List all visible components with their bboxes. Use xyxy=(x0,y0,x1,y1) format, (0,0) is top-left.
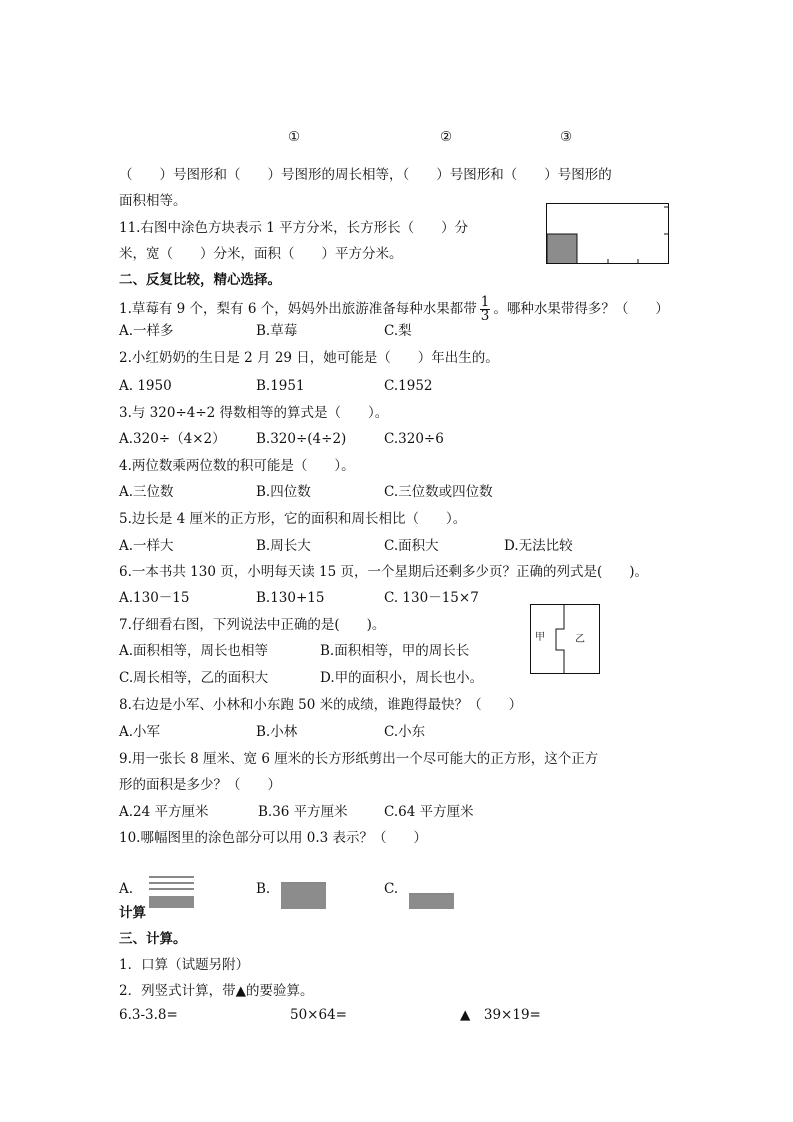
q11-line-1: 11.右图中涂色方块表示 1 平方分米，长方形长（ ）分 xyxy=(119,220,469,236)
q1-stem xyxy=(119,296,669,323)
q3-option-a: A.320÷（4×2） xyxy=(119,431,226,447)
q10-option-a: A. xyxy=(119,881,134,897)
q6-option-b: B.130+15 xyxy=(256,590,325,606)
q4-option-a: A.三位数 xyxy=(119,484,174,500)
fill-line-2: 面积相等。 xyxy=(119,193,187,209)
q9-option-a: A.24 平方厘米 xyxy=(119,804,209,820)
q1-fraction-num: 1 xyxy=(480,294,490,310)
section-3-title: 三、计算。 xyxy=(119,931,187,947)
q5-option-b: B.周长大 xyxy=(256,538,311,554)
fill-line-1: （ ）号图形和（ ）号图形的周长相等，（ ）号图形和（ ）号图形的 xyxy=(119,167,612,183)
q11-grid-figure xyxy=(546,203,670,265)
exercise-3: ▲ 39×19= xyxy=(460,1007,541,1023)
q1-fraction-den: 3 xyxy=(480,308,490,324)
q10-figure-a xyxy=(149,876,195,910)
calc-item-1: 1．口算（试题另附） xyxy=(119,957,250,973)
q8-option-a: A.小军 xyxy=(119,724,161,740)
q7-stem: 7.仔细看右图，下列说法中正确的是( )。 xyxy=(119,617,386,633)
exercise-1: 6.3-3.8= xyxy=(119,1007,178,1023)
q1-stem-before: 1.草莓有 9 个，梨有 6 个，妈妈外出旅游准备每种水果都带 xyxy=(119,301,477,317)
calc-item-2: 2．列竖式计算，带▲的要验算。 xyxy=(119,983,314,999)
q4-option-c: C.三位数或四位数 xyxy=(384,484,493,500)
figure-label-1: ① xyxy=(288,129,301,145)
q9-option-b: B.36 平方厘米 xyxy=(258,804,348,820)
q1-option-c: C.梨 xyxy=(384,323,412,339)
q6-option-c: C. 130－15×7 xyxy=(384,590,479,606)
q3-stem: 3.与 320÷4÷2 得数相等的算式是（ ）。 xyxy=(119,405,389,421)
q5-option-a: A.一样大 xyxy=(119,538,174,554)
q2-option-a: A. 1950 xyxy=(119,378,172,394)
q4-stem: 4.两位数乘两位数的积可能是（ ）。 xyxy=(119,458,355,474)
q9-stem-line-2: 形的面积是多少？（ ） xyxy=(119,777,281,793)
q3-option-b: B.320÷(4÷2) xyxy=(256,431,347,447)
q1-stem-after: 。哪种水果带得多？（ ） xyxy=(493,301,669,317)
q7-option-c: C.周长相等，乙的面积大 xyxy=(119,670,269,686)
q10-stem: 10.哪幅图里的涂色部分可以用 0.3 表示？（ ） xyxy=(119,830,428,846)
figure-label-3: ③ xyxy=(560,129,573,145)
q8-option-c: C.小东 xyxy=(384,724,426,740)
q1-fraction xyxy=(480,296,491,323)
q9-stem-line-1: 9.用一张长 8 厘米、宽 6 厘米的长方形纸剪出一个尽可能大的正方形，这个正方 xyxy=(119,751,599,767)
q1-option-b: B.草莓 xyxy=(256,323,298,339)
q10-figure-c xyxy=(409,893,455,911)
q4-option-b: B.四位数 xyxy=(256,484,311,500)
q5-stem: 5.边长是 4 厘米的正方形，它的面积和周长相比（ ）。 xyxy=(119,511,467,527)
q9-option-c: C.64 平方厘米 xyxy=(384,804,474,820)
figure-label-2: ② xyxy=(440,129,453,145)
q8-stem: 8.右边是小军、小林和小东跑 50 米的成绩，谁跑得最快？（ ） xyxy=(119,697,523,713)
q6-stem: 6.一本书共 130 页，小明每天读 15 页，一个星期后还剩多少页？正确的列式是( )。 xyxy=(119,564,649,580)
section-2-title: 二、反复比较，精心选择。 xyxy=(119,272,281,288)
q1-option-a: A.一样多 xyxy=(119,323,174,339)
q10-figure-b xyxy=(281,882,327,910)
calc-heading: 计算 xyxy=(119,905,146,921)
q5-option-d: D.无法比较 xyxy=(504,538,573,554)
q2-option-b: B.1951 xyxy=(256,378,305,394)
q2-stem: 2.小红奶奶的生日是 2 月 29 日，她可能是（ ）年出生的。 xyxy=(119,350,499,366)
q10-option-c: C. xyxy=(384,881,399,897)
q8-option-b: B.小林 xyxy=(256,724,298,740)
q6-option-a: A.130－15 xyxy=(119,590,190,606)
q5-option-c: C.面积大 xyxy=(384,538,439,554)
q7-label-jia: 甲 xyxy=(535,632,545,643)
q10-option-b: B. xyxy=(256,881,271,897)
q7-option-b: B.面积相等，甲的周长长 xyxy=(320,643,470,659)
q7-option-d: D.甲的面积小，周长也小。 xyxy=(320,670,484,686)
q3-option-c: C.320÷6 xyxy=(384,431,444,447)
q11-line-2: 米，宽（ ）分米，面积（ ）平方分米。 xyxy=(119,246,403,262)
exercise-2: 50×64= xyxy=(290,1007,347,1023)
q2-option-c: C.1952 xyxy=(384,378,433,394)
q7-label-yi: 乙 xyxy=(575,634,585,645)
q7-option-a: A.面积相等，周长也相等 xyxy=(119,643,269,659)
